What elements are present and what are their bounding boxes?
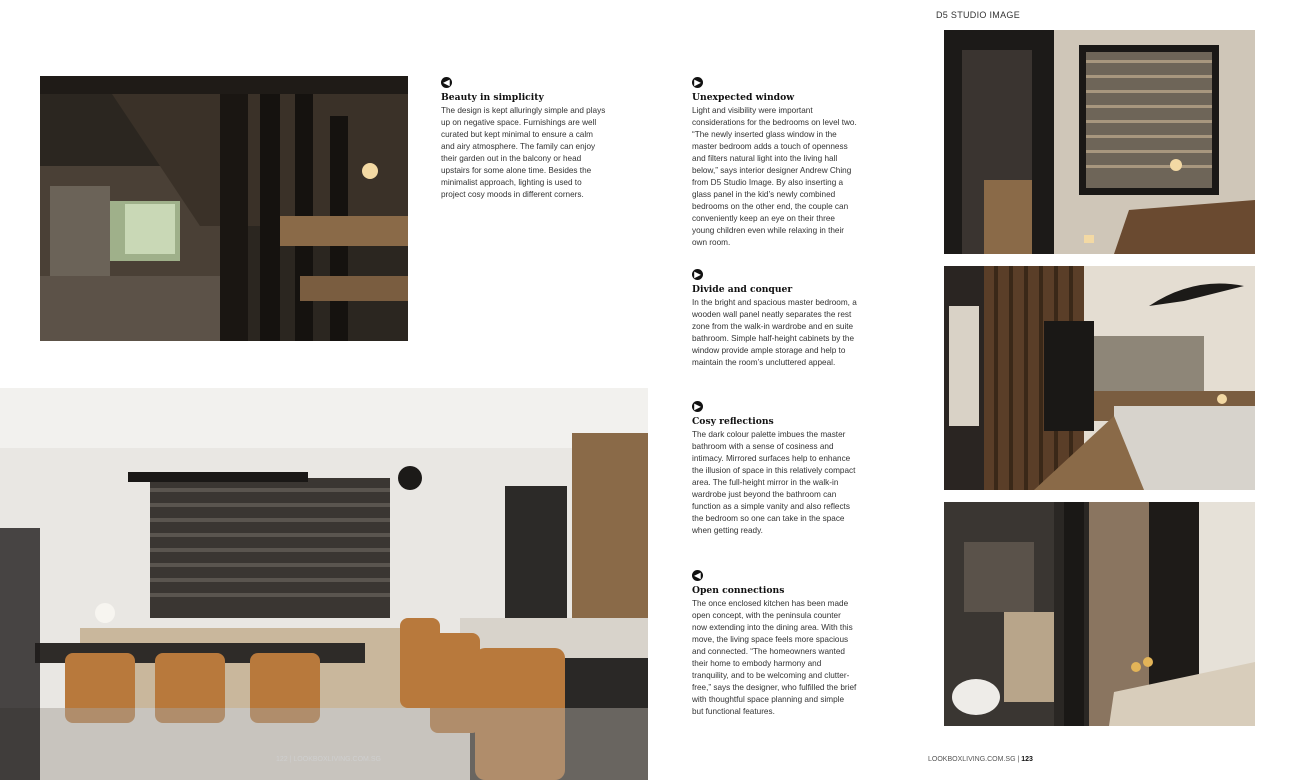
arrow-right-icon: ▶ bbox=[692, 269, 703, 280]
photo-master-bedroom bbox=[944, 266, 1255, 490]
photo-bedroom-window bbox=[944, 30, 1255, 254]
section-body: The design is kept alluringly simple and plays up on negative space. Furnishings are well curated but kept minimal to ensure a calm and airy atmosphere. The family can enjoy their garden out in the balcony or head upstairs for some alone time. Besides the minimalist approach, lighting is used to project cosy moods in different corners. bbox=[441, 106, 606, 199]
section-heading: Cosy reflections bbox=[692, 416, 774, 427]
arrow-right-icon: ▶ bbox=[692, 401, 703, 412]
section-body: Light and visibility were important considerations for the bedrooms on level two. “The newly inserted glass window in the master bedroom adds a touch of openness and filters natural light into the living hall below,” says interior designer Andrew Ching from D5 Studio Image. By also inserting a glass panel in the kid’s newly combined bedrooms on the other end, the couple can conveniently keep an eye on their three young children even while relaxing in their own room. bbox=[692, 106, 857, 247]
section-heading: Divide and conquer bbox=[692, 284, 793, 295]
folio-left: 122 | LOOKBOXLIVING.COM.SG bbox=[276, 756, 381, 763]
page-number: 122 bbox=[276, 756, 288, 763]
arrow-left-icon: ◀ bbox=[441, 77, 452, 88]
section-body: In the bright and spacious master bedroom, a wooden wall panel neatly separates the rest zone from the walk-in wardrobe and en suite bathroom. Simple half-height cabinets by the window provide ample storage and help to maintain the room’s uncluttered appeal. bbox=[692, 298, 857, 367]
section-divide-and-conquer bbox=[692, 269, 857, 369]
arrow-right-icon: ▶ bbox=[692, 77, 703, 88]
section-body: The dark colour palette imbues the master bathroom with a sense of cosiness and intimacy. Mirrored surfaces help to enhance the illusion of space in this relatively compact area. The full-height mirror in the walk-in wardrobe just beyond the bathroom can function as a simple vanity and also reflects the bedroom so one can take in the space when getting ready. bbox=[692, 430, 856, 535]
section-heading: Unexpected window bbox=[692, 92, 795, 103]
section-beauty-in-simplicity bbox=[441, 77, 606, 201]
section-heading: Open connections bbox=[692, 585, 785, 596]
arrow-left-icon: ◀ bbox=[692, 570, 703, 581]
photo-bathroom bbox=[944, 502, 1255, 726]
page-number: 123 bbox=[1021, 756, 1033, 763]
folio-right: LOOKBOXLIVING.COM.SG | 123 bbox=[928, 756, 1033, 763]
section-body: The once enclosed kitchen has been made open concept, with the peninsula counter now extending into the dining area. With this move, the living space feels more spacious and connected. “The homeowners wanted their home to embody harmony and tranquility, and to be welcoming and clutter-free,” says the designer, who fulfilled the brief with thoughtful space planning and simple but functional features. bbox=[692, 599, 857, 716]
section-open-connections bbox=[692, 570, 857, 718]
site-name: LOOKBOXLIVING.COM.SG bbox=[293, 756, 381, 763]
photo-dining bbox=[0, 388, 648, 780]
photo-credit: D5 STUDIO IMAGE bbox=[936, 10, 1021, 20]
section-heading: Beauty in simplicity bbox=[441, 92, 544, 103]
section-cosy-reflections bbox=[692, 401, 857, 537]
site-name: LOOKBOXLIVING.COM.SG bbox=[928, 756, 1016, 763]
section-unexpected-window bbox=[692, 77, 857, 249]
photo-staircase bbox=[40, 76, 408, 341]
